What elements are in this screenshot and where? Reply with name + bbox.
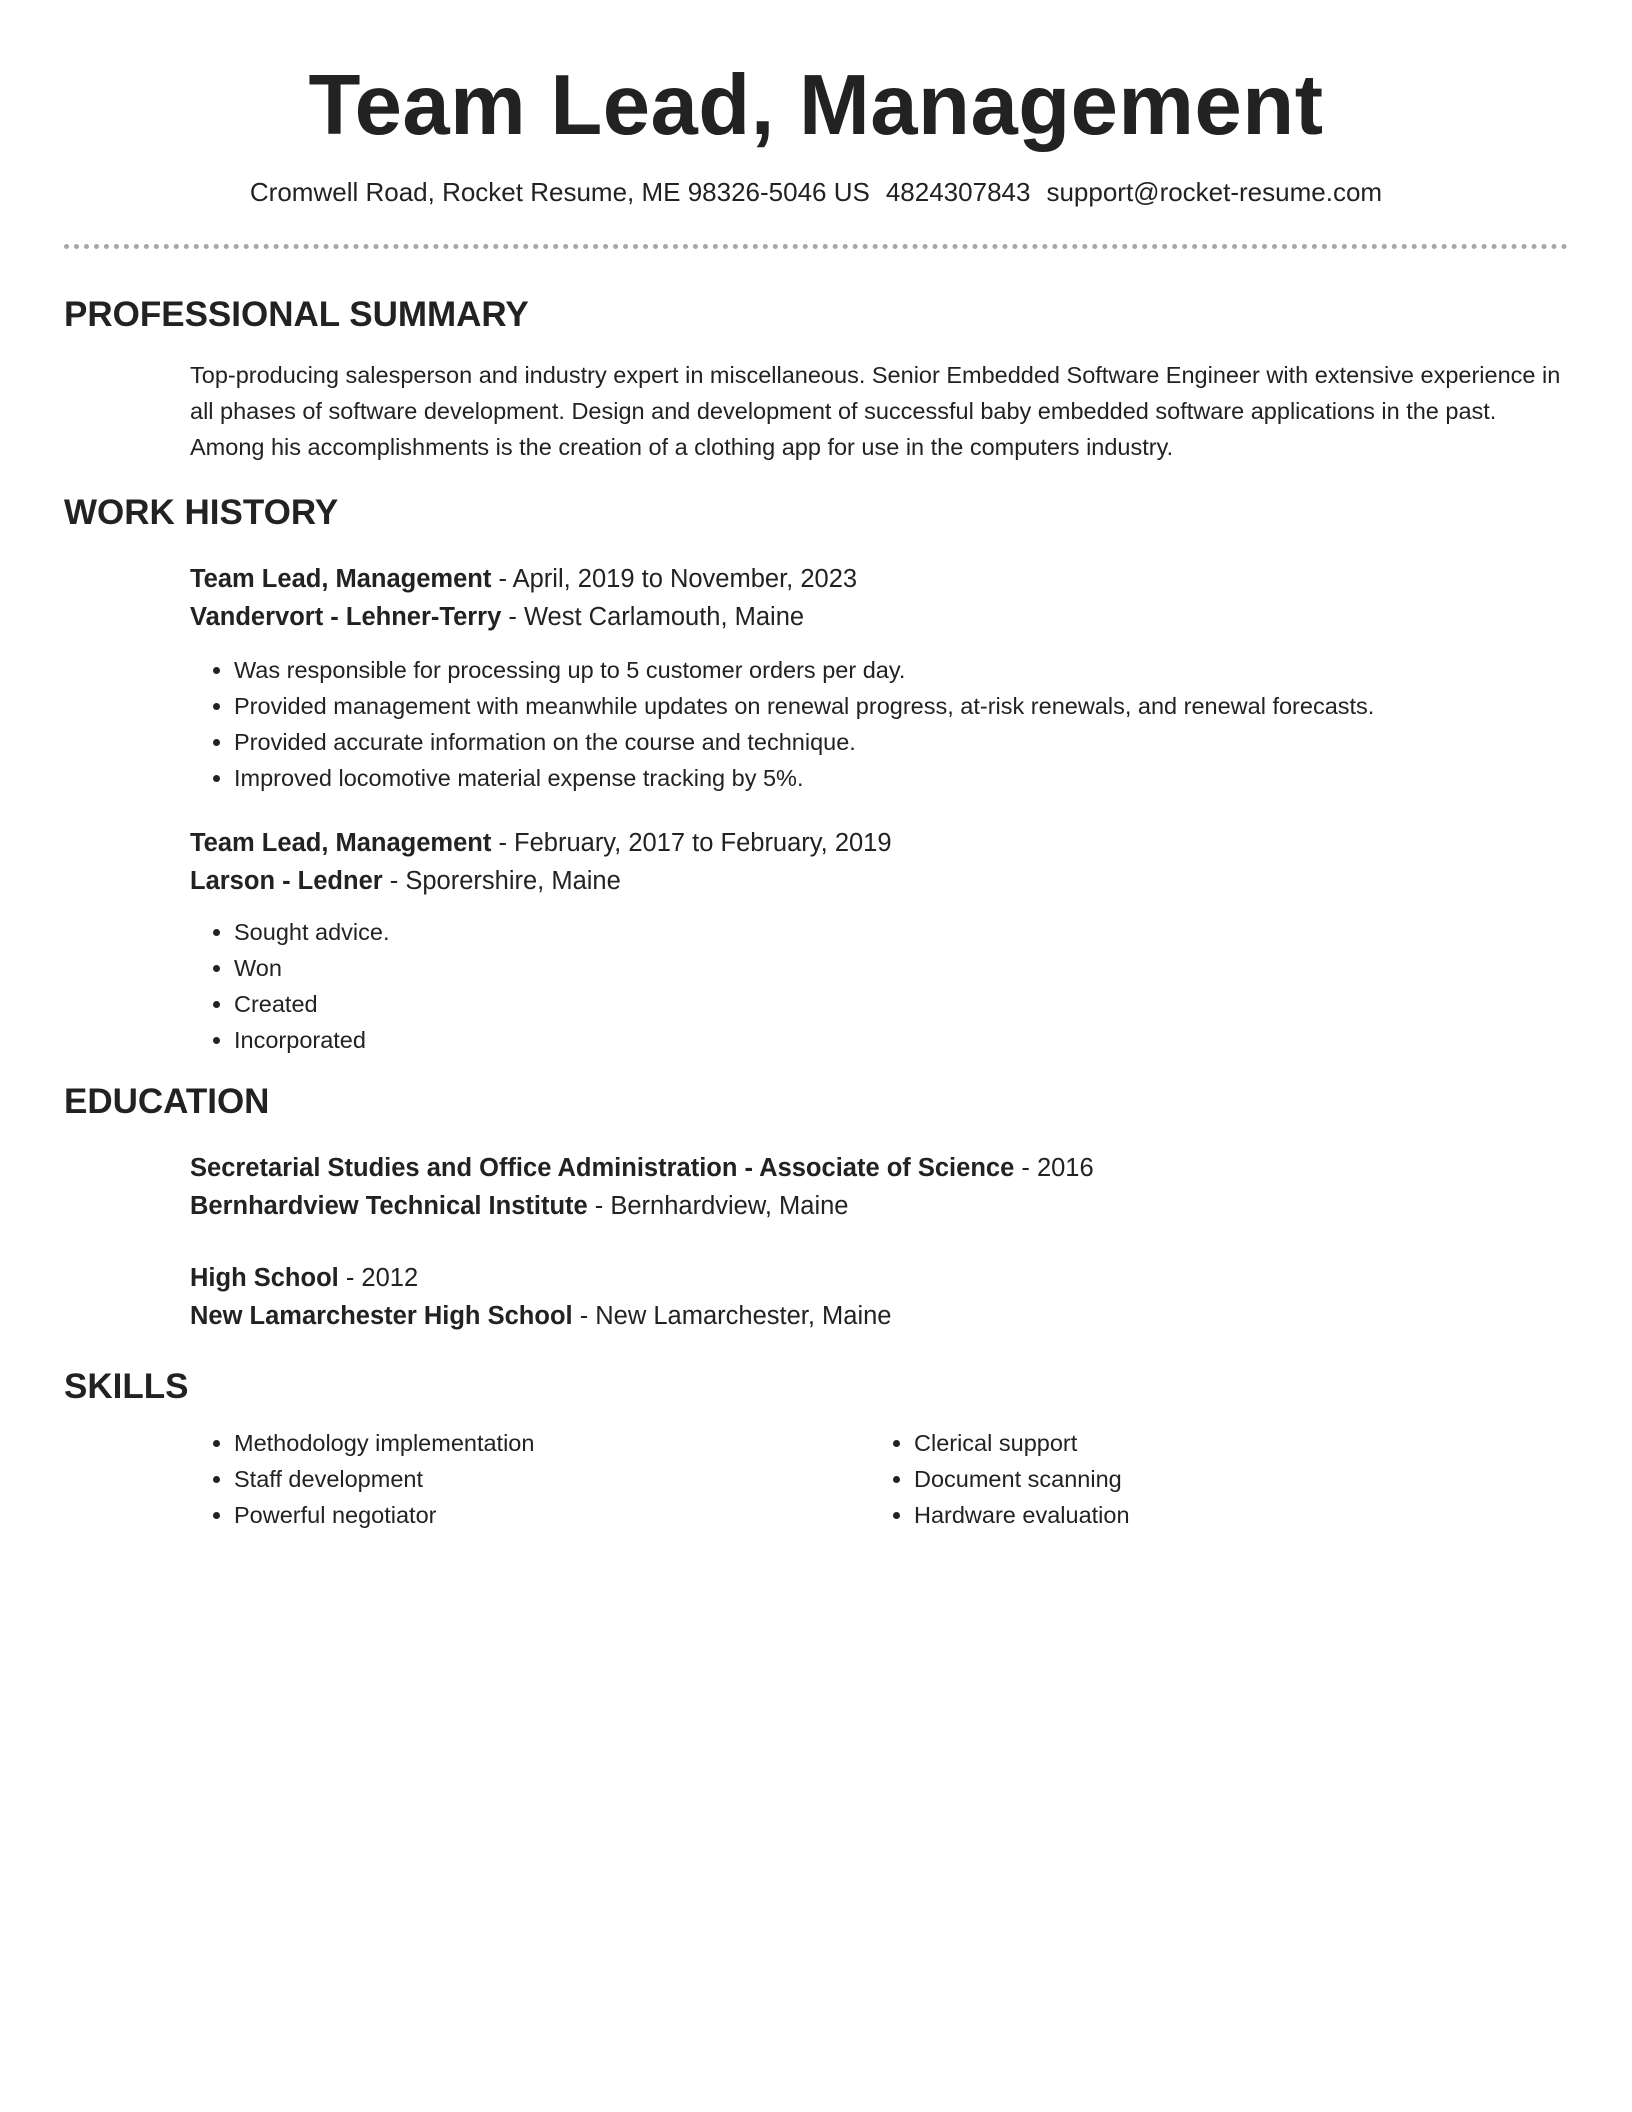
summary-text: Top-producing salesperson and industry expert in miscellaneous. Senior Embedded Software Engineer with extensive experience in all phases of software development. Design and development of successful baby embedded software applications in the past. Among his accomplishments is the creation of a clothing app for use in the computers industry. — [190, 362, 1561, 460]
summary-title: PROFESSIONAL SUMMARY — [64, 295, 529, 334]
education-entry — [190, 1149, 1568, 1225]
job-bullets — [190, 914, 1568, 1058]
job-title-line — [190, 560, 1568, 598]
job-company-line — [190, 862, 1568, 900]
education-school-line — [190, 1187, 1568, 1225]
skill-item: • Powerful negotiator — [234, 1497, 870, 1533]
job-bullets — [190, 652, 1568, 796]
candidate-name: Team Lead, Management — [308, 58, 1324, 153]
skills-title: SKILLS — [64, 1367, 189, 1406]
job-entry — [190, 560, 1568, 796]
job-bullet: • Provided accurate information on the course and technique. — [234, 724, 1568, 760]
job-location: - Sporershire, Maine — [382, 867, 621, 895]
job-title-line — [190, 824, 1568, 862]
skill-item: • Clerical support — [914, 1425, 1550, 1461]
job-bullet: • Won — [234, 950, 1568, 986]
job-company: Larson - Ledner — [190, 867, 383, 895]
work-history-title: WORK HISTORY — [64, 493, 339, 532]
skills-column-left — [190, 1425, 870, 1533]
education-degree-line — [190, 1259, 1568, 1297]
skill-item: • Hardware evaluation — [914, 1497, 1550, 1533]
job-dates: - February, 2017 to February, 2019 — [491, 829, 892, 857]
education-location: - New Lamarchester, Maine — [572, 1302, 892, 1330]
contact-email: support@rocket-resume.com — [1046, 177, 1383, 207]
skills-column-right — [870, 1425, 1550, 1533]
education-degree: Secretarial Studies and Office Administration - Associate of Science — [190, 1154, 1015, 1182]
contact-line — [64, 174, 1568, 210]
education-entry — [190, 1259, 1568, 1335]
header-divider — [64, 244, 1568, 249]
contact-phone: 4824307843 — [885, 177, 1031, 207]
work-history-section — [64, 491, 1568, 1058]
job-role: Team Lead, Management — [190, 565, 492, 593]
education-school-line — [190, 1297, 1568, 1335]
contact-address: Cromwell Road, Rocket Resume, ME 98326-5046 US — [249, 177, 870, 207]
job-role: Team Lead, Management — [190, 829, 492, 857]
education-degree-line — [190, 1149, 1568, 1187]
skills-grid — [190, 1425, 1568, 1533]
education-school: Bernhardview Technical Institute — [190, 1192, 588, 1220]
skills-list — [190, 1425, 870, 1533]
job-bullet: • Sought advice. — [234, 914, 1568, 950]
skill-item: • Methodology implementation — [234, 1425, 870, 1461]
education-year: - 2012 — [338, 1264, 419, 1292]
education-section — [64, 1080, 1568, 1335]
job-bullet: • Created — [234, 986, 1568, 1022]
job-company-line — [190, 598, 1568, 636]
summary-section — [64, 293, 1568, 465]
education-degree: High School — [190, 1264, 339, 1292]
job-bullet: • Was responsible for processing up to 5 customer orders per day. — [234, 652, 1568, 688]
job-bullet: • Incorporated — [234, 1022, 1568, 1058]
job-entry — [190, 824, 1568, 1058]
skill-item: • Staff development — [234, 1461, 870, 1497]
skills-section — [64, 1365, 1568, 1533]
skill-item: • Document scanning — [914, 1461, 1550, 1497]
job-company: Vandervort - Lehner-Terry — [190, 603, 502, 631]
resume-page — [64, 0, 1568, 1533]
job-bullet: • Improved locomotive material expense tracking by 5%. — [234, 760, 1568, 796]
education-year: - 2016 — [1014, 1154, 1094, 1182]
education-school: New Lamarchester High School — [190, 1302, 573, 1330]
job-bullet: • Provided management with meanwhile updates on renewal progress, at-risk renewals, and renewal forecasts. — [234, 688, 1568, 724]
education-title: EDUCATION — [64, 1082, 270, 1121]
job-dates: - April, 2019 to November, 2023 — [491, 565, 858, 593]
education-location: - Bernhardview, Maine — [587, 1192, 849, 1220]
skills-list — [870, 1425, 1550, 1533]
job-location: - West Carlamouth, Maine — [501, 603, 805, 631]
